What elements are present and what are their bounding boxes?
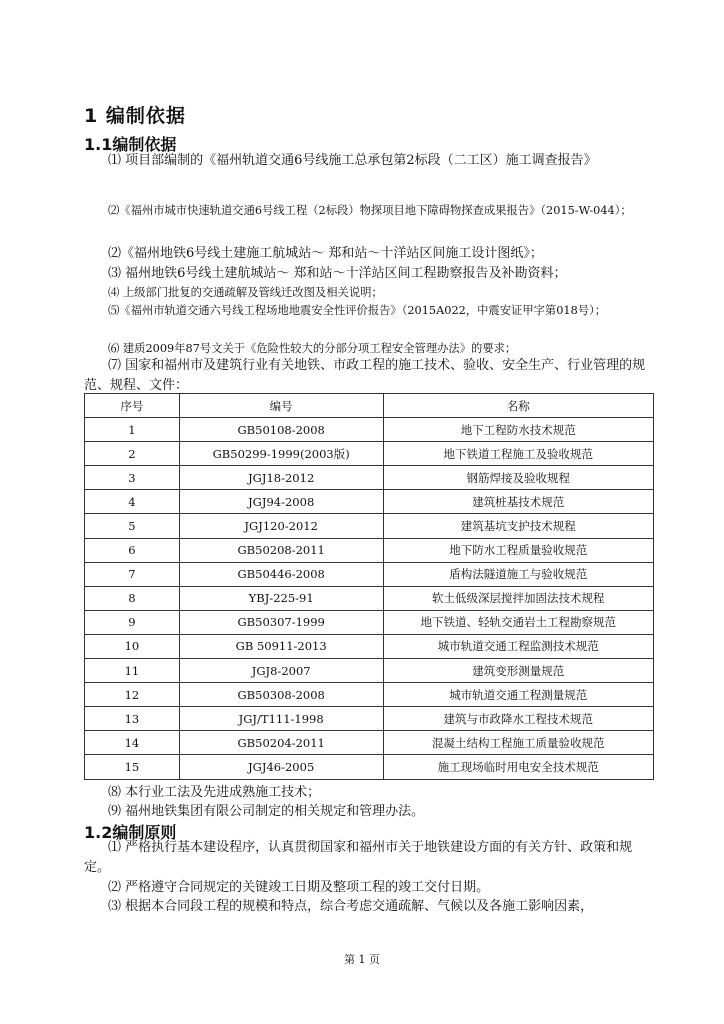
basis-item-3: ⑵《福州地铁6号线土建施工航城站～ 郑和站～十洋站区间施工设计图纸》；: [108, 246, 543, 261]
cell-code: YBJ-225-91: [179, 586, 383, 610]
cell-name: 地下铁道、轻轨交通岩土工程勘察规范: [383, 610, 653, 634]
header-index: 序号: [85, 394, 180, 418]
cell-index: 7: [85, 562, 180, 586]
cell-code: GB 50911-2013: [179, 634, 383, 658]
cell-index: 2: [85, 442, 180, 466]
standards-table: [84, 393, 654, 780]
cell-index: 4: [85, 490, 180, 514]
cell-index: 6: [85, 538, 180, 562]
cell-code: GB50446-2008: [179, 562, 383, 586]
table-row: [85, 755, 654, 779]
table-row: [85, 659, 654, 683]
table-header-row: [85, 394, 654, 418]
table-row: [85, 731, 654, 755]
principle-item-2: ⑵ 严格遵守合同规定的关键竣工日期及整项工程的竣工交付日期。: [108, 880, 490, 895]
cell-index: 14: [85, 731, 180, 755]
cell-code: GB50204-2011: [179, 731, 383, 755]
cell-name: 软土低级深层搅拌加固法技术规程: [383, 586, 653, 610]
page-footer: 第 1 页: [344, 953, 380, 966]
cell-code: JGJ8-2007: [179, 659, 383, 683]
cell-index: 15: [85, 755, 180, 779]
basis-item-7: ⑹ 建质2009年87号文关于《危险性较大的分部分项工程安全管理办法》的要求；: [108, 342, 517, 355]
cell-code: GB50307-1999: [179, 610, 383, 634]
cell-name: 施工现场临时用电安全技术规范: [383, 755, 653, 779]
basis-item-8: ⑺ 国家和福州市及建筑行业有关地铁、市政工程的施工技术、验收、安全生产、行业管理的规范、规程、文件：: [84, 358, 646, 393]
cell-code: JGJ94-2008: [179, 490, 383, 514]
cell-name: 地下工程防水技术规范: [383, 418, 653, 442]
basis-item-9: ⑻ 本行业工法及先进成熟施工技术；: [108, 785, 321, 800]
table-row: [85, 562, 654, 586]
cell-name: 建筑与市政降水工程技术规范: [383, 707, 653, 731]
cell-name: 地下防水工程质量验收规范: [383, 538, 653, 562]
cell-code: GB50299-1999(2003版): [179, 442, 383, 466]
cell-code: JGJ46-2005: [179, 755, 383, 779]
table-row: [85, 490, 654, 514]
header-code: 编号: [179, 394, 383, 418]
principle-item-1: ⑴ 严格执行基本建设程序，认真贯彻国家和福州市关于地铁建设方面的有关方针、政策和规定。: [84, 840, 633, 875]
cell-name: 建筑桩基技术规范: [383, 490, 653, 514]
table-row: [85, 538, 654, 562]
cell-index: 12: [85, 683, 180, 707]
basis-item-10: ⑼ 福州地铁集团有限公司制定的相关规定和管理办法。: [108, 804, 425, 819]
basis-item-5: ⑷ 上级部门批复的交通疏解及管线迁改图及相关说明；: [108, 286, 383, 299]
cell-name: 地下铁道工程施工及验收规范: [383, 442, 653, 466]
table-row: [85, 418, 654, 442]
basis-item-1: ⑴ 项目部编制的《福州轨道交通6号线施工总承包第2标段（二工区）施工调查报告》: [108, 153, 597, 168]
cell-name: 城市轨道交通工程测量规范: [383, 683, 653, 707]
table-row: [85, 466, 654, 490]
cell-code: GB50308-2008: [179, 683, 383, 707]
cell-index: 9: [85, 610, 180, 634]
cell-index: 5: [85, 514, 180, 538]
basis-item-4: ⑶ 福州地铁6号线土建航城站～ 郑和站～十洋站区间工程勘察报告及补勘资料；: [108, 266, 567, 281]
table-row: [85, 610, 654, 634]
section-1-1-title: 1.1编制依据: [84, 135, 177, 154]
cell-code: JGJ120-2012: [179, 514, 383, 538]
cell-code: GB50108-2008: [179, 418, 383, 442]
principle-item-3: ⑶ 根据本合同段工程的规模和特点，综合考虑交通疏解、气候以及各施工影响因素，: [108, 899, 594, 914]
cell-index: 13: [85, 707, 180, 731]
basis-item-2: ⑵《福州市城市快速轨道交通6号线工程（2标段）物探项目地下障碍物探查成果报告》（2015-W-044）；: [108, 204, 632, 217]
cell-index: 8: [85, 586, 180, 610]
table-row: [85, 514, 654, 538]
section-1-2-title: 1.2编制原则: [84, 823, 177, 842]
cell-name: 城市轨道交通工程监测技术规范: [383, 634, 653, 658]
cell-code: GB50208-2011: [179, 538, 383, 562]
table-row: [85, 442, 654, 466]
cell-code: JGJ18-2012: [179, 466, 383, 490]
cell-index: 11: [85, 659, 180, 683]
heading-1: 1 编制依据: [84, 105, 186, 127]
table-row: [85, 586, 654, 610]
cell-name: 钢筋焊接及验收规程: [383, 466, 653, 490]
cell-name: 建筑基坑支护技术规程: [383, 514, 653, 538]
cell-name: 建筑变形测量规范: [383, 659, 653, 683]
basis-item-6: ⑸《福州市轨道交通六号线工程场地地震安全性评价报告》（2015A022，中震安证甲字第018号）；: [108, 304, 607, 317]
cell-index: 10: [85, 634, 180, 658]
table-row: [85, 707, 654, 731]
table-row: [85, 634, 654, 658]
header-name: 名称: [383, 394, 653, 418]
cell-index: 1: [85, 418, 180, 442]
table-row: [85, 683, 654, 707]
cell-index: 3: [85, 466, 180, 490]
cell-name: 混凝土结构工程施工质量验收规范: [383, 731, 653, 755]
cell-name: 盾构法隧道施工与验收规范: [383, 562, 653, 586]
cell-code: JGJ/T111-1998: [179, 707, 383, 731]
